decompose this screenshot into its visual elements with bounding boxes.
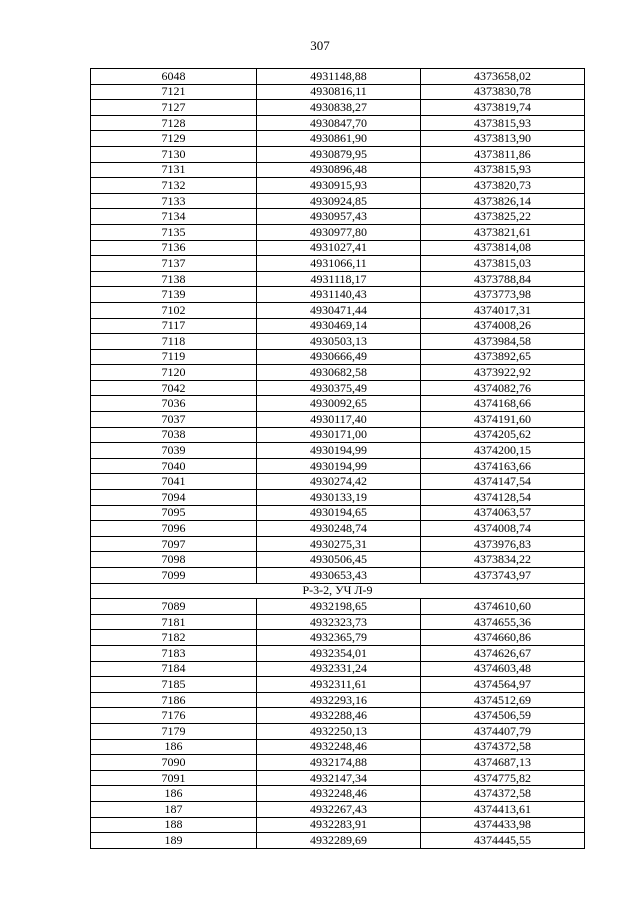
table-row xyxy=(91,505,585,521)
point-number-cell: 7139 xyxy=(91,287,257,303)
y-coordinate-cell: 4374017,31 xyxy=(421,302,585,318)
x-coordinate-cell: 4930653,43 xyxy=(257,568,421,584)
x-coordinate-cell: 4930274,42 xyxy=(257,474,421,490)
x-coordinate-cell: 4932250,13 xyxy=(257,723,421,739)
table-row xyxy=(91,723,585,739)
y-coordinate-cell: 4374413,61 xyxy=(421,801,585,817)
table-row xyxy=(91,302,585,318)
y-coordinate-cell: 4374626,67 xyxy=(421,645,585,661)
x-coordinate-cell: 4932323,73 xyxy=(257,614,421,630)
y-coordinate-cell: 4374372,58 xyxy=(421,739,585,755)
y-coordinate-cell: 4374445,55 xyxy=(421,833,585,849)
point-number-cell: 7137 xyxy=(91,256,257,272)
y-coordinate-cell: 4374163,66 xyxy=(421,458,585,474)
y-coordinate-cell: 4374063,57 xyxy=(421,505,585,521)
table-row xyxy=(91,739,585,755)
y-coordinate-cell: 4374128,54 xyxy=(421,490,585,506)
x-coordinate-cell: 4930896,48 xyxy=(257,162,421,178)
table-row xyxy=(91,115,585,131)
point-number-cell: 7136 xyxy=(91,240,257,256)
table-row xyxy=(91,474,585,490)
point-number-cell: 7184 xyxy=(91,661,257,677)
x-coordinate-cell: 4930275,31 xyxy=(257,536,421,552)
table-row xyxy=(91,256,585,272)
table-row xyxy=(91,178,585,194)
y-coordinate-cell: 4374687,13 xyxy=(421,755,585,771)
x-coordinate-cell: 4930682,58 xyxy=(257,365,421,381)
point-number-cell: 7182 xyxy=(91,630,257,646)
x-coordinate-cell: 4932311,61 xyxy=(257,677,421,693)
point-number-cell: 7036 xyxy=(91,396,257,412)
y-coordinate-cell: 4374564,97 xyxy=(421,677,585,693)
point-number-cell: 7117 xyxy=(91,318,257,334)
point-number-cell: 7037 xyxy=(91,412,257,428)
y-coordinate-cell: 4373815,03 xyxy=(421,256,585,272)
x-coordinate-cell: 4930471,44 xyxy=(257,302,421,318)
point-number-cell: 7130 xyxy=(91,146,257,162)
y-coordinate-cell: 4374372,58 xyxy=(421,786,585,802)
table-row xyxy=(91,708,585,724)
table-row xyxy=(91,412,585,428)
table-row xyxy=(91,209,585,225)
y-coordinate-cell: 4374506,59 xyxy=(421,708,585,724)
x-coordinate-cell: 4932293,16 xyxy=(257,692,421,708)
x-coordinate-cell: 4932248,46 xyxy=(257,786,421,802)
y-coordinate-cell: 4374008,26 xyxy=(421,318,585,334)
x-coordinate-cell: 4932174,88 xyxy=(257,755,421,771)
x-coordinate-cell: 4932248,46 xyxy=(257,739,421,755)
x-coordinate-cell: 4930194,65 xyxy=(257,505,421,521)
point-number-cell: 7133 xyxy=(91,193,257,209)
y-coordinate-cell: 4374603,48 xyxy=(421,661,585,677)
table-row xyxy=(91,490,585,506)
point-number-cell: 187 xyxy=(91,801,257,817)
table-row xyxy=(91,318,585,334)
y-coordinate-cell: 4373773,98 xyxy=(421,287,585,303)
y-coordinate-cell: 4373743,97 xyxy=(421,568,585,584)
y-coordinate-cell: 4373814,08 xyxy=(421,240,585,256)
point-number-cell: 189 xyxy=(91,833,257,849)
point-number-cell: 7185 xyxy=(91,677,257,693)
table-row xyxy=(91,692,585,708)
point-number-cell: 7135 xyxy=(91,224,257,240)
point-number-cell: 7089 xyxy=(91,599,257,615)
table-row xyxy=(91,427,585,443)
x-coordinate-cell: 4930133,19 xyxy=(257,490,421,506)
point-number-cell: 7094 xyxy=(91,490,257,506)
table-row xyxy=(91,630,585,646)
table-row xyxy=(91,521,585,537)
table-row xyxy=(91,240,585,256)
table-row xyxy=(91,801,585,817)
x-coordinate-cell: 4930924,85 xyxy=(257,193,421,209)
table-row xyxy=(91,677,585,693)
y-coordinate-cell: 4373984,58 xyxy=(421,334,585,350)
point-number-cell: 7041 xyxy=(91,474,257,490)
point-number-cell: 7176 xyxy=(91,708,257,724)
y-coordinate-cell: 4373821,61 xyxy=(421,224,585,240)
x-coordinate-cell: 4930666,49 xyxy=(257,349,421,365)
table-row xyxy=(91,69,585,85)
y-coordinate-cell: 4374147,54 xyxy=(421,474,585,490)
table-row xyxy=(91,614,585,630)
section-heading-row xyxy=(91,583,585,599)
table-row xyxy=(91,271,585,287)
y-coordinate-cell: 4373658,02 xyxy=(421,69,585,85)
table-row xyxy=(91,755,585,771)
table-row xyxy=(91,552,585,568)
point-number-cell: 7181 xyxy=(91,614,257,630)
table-row xyxy=(91,84,585,100)
point-number-cell: 7095 xyxy=(91,505,257,521)
y-coordinate-cell: 4373820,73 xyxy=(421,178,585,194)
x-coordinate-cell: 4932198,65 xyxy=(257,599,421,615)
table-row xyxy=(91,100,585,116)
x-coordinate-cell: 4930977,80 xyxy=(257,224,421,240)
x-coordinate-cell: 4930248,74 xyxy=(257,521,421,537)
point-number-cell: 7091 xyxy=(91,770,257,786)
point-number-cell: 7132 xyxy=(91,178,257,194)
x-coordinate-cell: 4932331,24 xyxy=(257,661,421,677)
coordinates-table-body xyxy=(91,69,585,849)
point-number-cell: 186 xyxy=(91,739,257,755)
x-coordinate-cell: 4932147,34 xyxy=(257,770,421,786)
table-row xyxy=(91,396,585,412)
x-coordinate-cell: 4930816,11 xyxy=(257,84,421,100)
y-coordinate-cell: 4373819,74 xyxy=(421,100,585,116)
point-number-cell: 7183 xyxy=(91,645,257,661)
y-coordinate-cell: 4374512,69 xyxy=(421,692,585,708)
point-number-cell: 7090 xyxy=(91,755,257,771)
table-row xyxy=(91,770,585,786)
table-row xyxy=(91,287,585,303)
section-heading: Р-3-2, УЧ Л-9 xyxy=(91,583,585,599)
y-coordinate-cell: 4373788,84 xyxy=(421,271,585,287)
x-coordinate-cell: 4930838,27 xyxy=(257,100,421,116)
x-coordinate-cell: 4930861,90 xyxy=(257,131,421,147)
table-row xyxy=(91,146,585,162)
x-coordinate-cell: 4931066,11 xyxy=(257,256,421,272)
point-number-cell: 188 xyxy=(91,817,257,833)
table-row xyxy=(91,568,585,584)
coordinates-table xyxy=(90,68,585,849)
y-coordinate-cell: 4374008,74 xyxy=(421,521,585,537)
table-row xyxy=(91,786,585,802)
point-number-cell: 186 xyxy=(91,786,257,802)
x-coordinate-cell: 4931148,88 xyxy=(257,69,421,85)
table-row xyxy=(91,443,585,459)
x-coordinate-cell: 4930915,93 xyxy=(257,178,421,194)
point-number-cell: 7039 xyxy=(91,443,257,459)
point-number-cell: 7121 xyxy=(91,84,257,100)
x-coordinate-cell: 4930957,43 xyxy=(257,209,421,225)
point-number-cell: 7040 xyxy=(91,458,257,474)
table-row xyxy=(91,131,585,147)
y-coordinate-cell: 4373811,86 xyxy=(421,146,585,162)
point-number-cell: 7042 xyxy=(91,380,257,396)
table-row xyxy=(91,661,585,677)
x-coordinate-cell: 4930469,14 xyxy=(257,318,421,334)
x-coordinate-cell: 4930879,95 xyxy=(257,146,421,162)
y-coordinate-cell: 4374407,79 xyxy=(421,723,585,739)
point-number-cell: 7099 xyxy=(91,568,257,584)
point-number-cell: 7128 xyxy=(91,115,257,131)
x-coordinate-cell: 4930506,45 xyxy=(257,552,421,568)
table-row xyxy=(91,349,585,365)
table-row xyxy=(91,365,585,381)
x-coordinate-cell: 4930503,13 xyxy=(257,334,421,350)
x-coordinate-cell: 4930375,49 xyxy=(257,380,421,396)
y-coordinate-cell: 4374660,86 xyxy=(421,630,585,646)
y-coordinate-cell: 4374191,60 xyxy=(421,412,585,428)
x-coordinate-cell: 4930847,70 xyxy=(257,115,421,131)
table-row xyxy=(91,380,585,396)
point-number-cell: 7138 xyxy=(91,271,257,287)
table-row xyxy=(91,833,585,849)
y-coordinate-cell: 4374610,60 xyxy=(421,599,585,615)
point-number-cell: 7096 xyxy=(91,521,257,537)
x-coordinate-cell: 4932354,01 xyxy=(257,645,421,661)
y-coordinate-cell: 4373825,22 xyxy=(421,209,585,225)
y-coordinate-cell: 4373826,14 xyxy=(421,193,585,209)
x-coordinate-cell: 4932288,46 xyxy=(257,708,421,724)
point-number-cell: 7186 xyxy=(91,692,257,708)
x-coordinate-cell: 4930117,40 xyxy=(257,412,421,428)
y-coordinate-cell: 4374205,62 xyxy=(421,427,585,443)
y-coordinate-cell: 4374655,36 xyxy=(421,614,585,630)
table-row xyxy=(91,458,585,474)
point-number-cell: 7097 xyxy=(91,536,257,552)
y-coordinate-cell: 4374775,82 xyxy=(421,770,585,786)
y-coordinate-cell: 4373815,93 xyxy=(421,162,585,178)
y-coordinate-cell: 4374082,76 xyxy=(421,380,585,396)
table-row xyxy=(91,817,585,833)
point-number-cell: 7127 xyxy=(91,100,257,116)
y-coordinate-cell: 4374200,15 xyxy=(421,443,585,459)
x-coordinate-cell: 4931118,17 xyxy=(257,271,421,287)
table-row xyxy=(91,645,585,661)
point-number-cell: 7119 xyxy=(91,349,257,365)
x-coordinate-cell: 4931140,43 xyxy=(257,287,421,303)
table-row xyxy=(91,599,585,615)
point-number-cell: 7134 xyxy=(91,209,257,225)
y-coordinate-cell: 4373834,22 xyxy=(421,552,585,568)
y-coordinate-cell: 4373830,78 xyxy=(421,84,585,100)
y-coordinate-cell: 4373892,65 xyxy=(421,349,585,365)
x-coordinate-cell: 4932283,91 xyxy=(257,817,421,833)
point-number-cell: 6048 xyxy=(91,69,257,85)
point-number-cell: 7102 xyxy=(91,302,257,318)
table-row xyxy=(91,536,585,552)
point-number-cell: 7129 xyxy=(91,131,257,147)
point-number-cell: 7179 xyxy=(91,723,257,739)
x-coordinate-cell: 4930194,99 xyxy=(257,458,421,474)
y-coordinate-cell: 4373815,93 xyxy=(421,115,585,131)
x-coordinate-cell: 4932289,69 xyxy=(257,833,421,849)
table-row xyxy=(91,162,585,178)
x-coordinate-cell: 4931027,41 xyxy=(257,240,421,256)
page-number: 307 xyxy=(310,38,330,53)
table-row xyxy=(91,224,585,240)
point-number-cell: 7098 xyxy=(91,552,257,568)
point-number-cell: 7131 xyxy=(91,162,257,178)
y-coordinate-cell: 4373976,83 xyxy=(421,536,585,552)
x-coordinate-cell: 4932365,79 xyxy=(257,630,421,646)
x-coordinate-cell: 4932267,43 xyxy=(257,801,421,817)
point-number-cell: 7038 xyxy=(91,427,257,443)
x-coordinate-cell: 4930092,65 xyxy=(257,396,421,412)
point-number-cell: 7120 xyxy=(91,365,257,381)
y-coordinate-cell: 4374433,98 xyxy=(421,817,585,833)
y-coordinate-cell: 4373813,90 xyxy=(421,131,585,147)
point-number-cell: 7118 xyxy=(91,334,257,350)
y-coordinate-cell: 4373922,92 xyxy=(421,365,585,381)
x-coordinate-cell: 4930171,00 xyxy=(257,427,421,443)
table-row xyxy=(91,193,585,209)
x-coordinate-cell: 4930194,99 xyxy=(257,443,421,459)
y-coordinate-cell: 4374168,66 xyxy=(421,396,585,412)
table-row xyxy=(91,334,585,350)
